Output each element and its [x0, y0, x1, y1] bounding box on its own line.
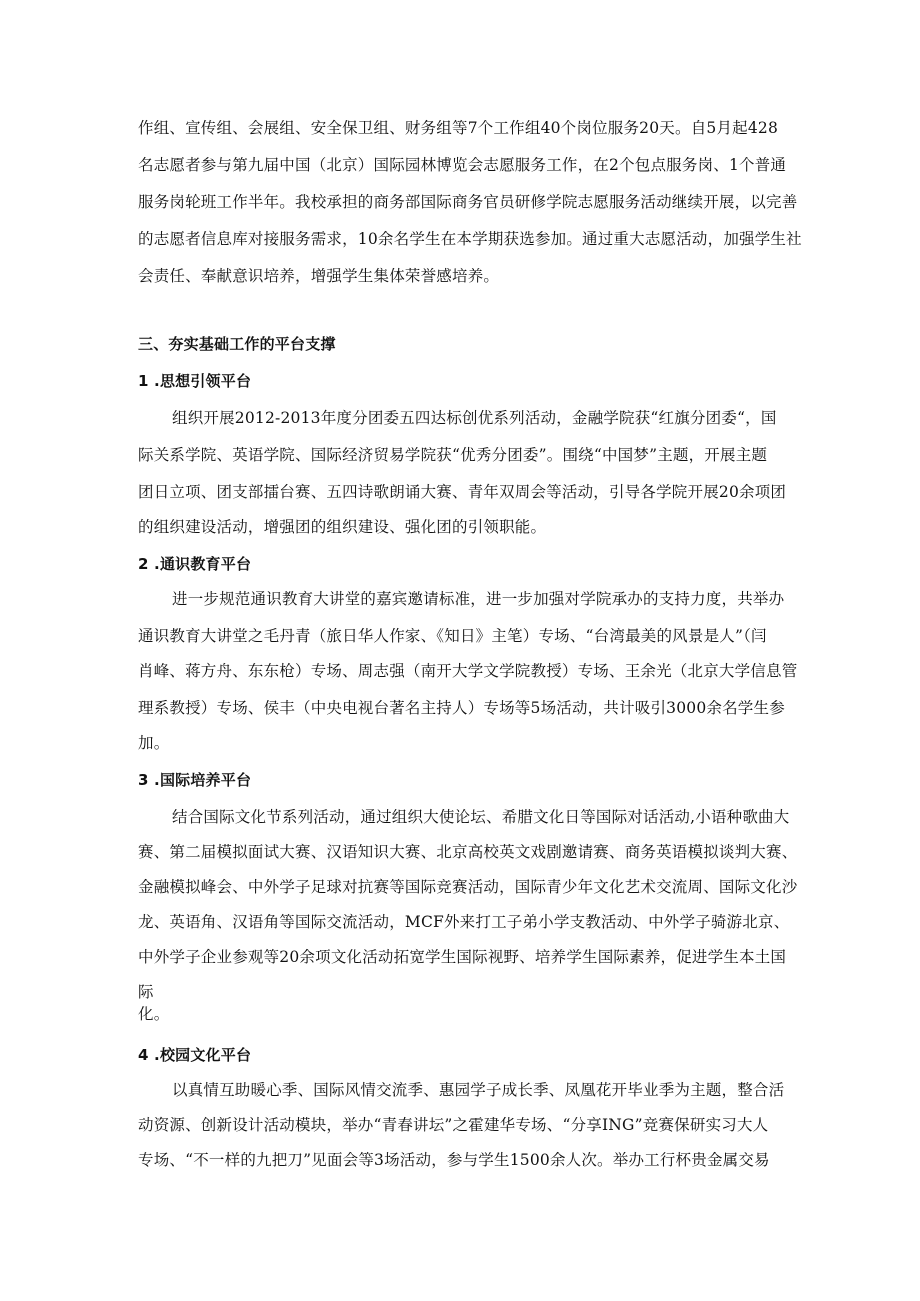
subsection-heading-3: 3 .国际培养平台: [138, 771, 252, 789]
paragraph-line: 赛、第二届模拟面试大赛、汉语知识大赛、北京高校英文戏剧邀请赛、商务英语模拟谈判大赛、: [138, 843, 798, 861]
paragraph-line: 以真情互助暖心季、国际风情交流季、惠园学子成长季、凤凰花开毕业季为主题，整合活: [172, 1081, 785, 1099]
paragraph-line: 组织开展2012-2013年度分团委五四达标创优系列活动，金融学院获“红旗分团委“，国: [172, 409, 777, 427]
subsection-heading-2: 2 .通识教育平台: [138, 555, 252, 573]
paragraph-line: 作组、宣传组、会展组、安全保卫组、财务组等7个工作组40个岗位服务20天。自5月起428: [138, 119, 779, 137]
paragraph-line: 理系教授）专场、侯丰（中央电视台著名主持人）专场等5场活动，共计吸引3000余名学生参: [138, 699, 785, 717]
paragraph-line: 肖峰、蒋方舟、东东枪）专场、周志强（南开大学文学院教授）专场、王余光（北京大学信息管: [138, 662, 798, 680]
paragraph-line: 金融模拟峰会、中外学子足球对抗赛等国际竞赛活动，国际青少年文化艺术交流周、国际文化沙: [138, 878, 798, 896]
paragraph-line: 际关系学院、英语学院、国际经济贸易学院获“优秀分团委”。围绕“中国梦”主题，开展主题: [138, 446, 768, 464]
paragraph-line: 际: [138, 983, 154, 1001]
paragraph-line: 进一步规范通识教育大讲堂的嘉宾邀请标准，进一步加强对学院承办的支持力度，共举办: [172, 590, 785, 608]
paragraph-line: 中外学子企业参观等20余项文化活动拓宽学生国际视野、培养学生国际素养，促进学生本土国: [138, 948, 787, 966]
section-heading: 三、夯实基础工作的平台支撑: [138, 335, 336, 353]
paragraph-line: 龙、英语角、汉语角等国际交流活动，MCF外来打工子弟小学支教活动、中外学子骑游北京、: [138, 913, 790, 931]
paragraph-line: 动资源、创新设计活动模块，举办“青春讲坛”之霍建华专场、“分享ING”竞赛保研实习大人: [138, 1116, 769, 1134]
paragraph-line: 名志愿者参与第九届中国（北京）国际园林博览会志愿服务工作，在2个包点服务岗、1个普通: [138, 156, 787, 174]
paragraph-line: 的志愿者信息库对接服务需求，10余名学生在本学期获选参加。通过重大志愿活动，加强学生社: [138, 230, 802, 248]
paragraph-line: 会责任、奉献意识培养，增强学生集体荣誉感培养。: [138, 267, 500, 285]
paragraph-line: 的组织建设活动，增强团的组织建设、强化团的引领职能。: [138, 518, 547, 536]
paragraph-line: 化。: [138, 1005, 170, 1023]
paragraph-line: 服务岗轮班工作半年。我校承担的商务部国际商务官员研修学院志愿服务活动继续开展，以完善: [138, 193, 798, 211]
paragraph-line: 加。: [138, 734, 170, 752]
subsection-heading-1: 1 .思想引领平台: [138, 372, 252, 390]
paragraph-line: 专场、“不一样的九把刀”见面会等3场活动，参与学生1500余人次。举办工行杯贵金属交易: [138, 1151, 770, 1169]
paragraph-line: 通识教育大讲堂之毛丹青（旅日华人作家、《知日》主笔）专场、“台湾最美的风景是人”（闫: [138, 627, 767, 645]
paragraph-line: 团日立项、团支部擂台赛、五四诗歌朗诵大赛、青年双周会等活动，引导各学院开展20余项团: [138, 483, 787, 501]
subsection-heading-4: 4 .校园文化平台: [138, 1046, 252, 1064]
paragraph-line: 结合国际文化节系列活动，通过组织大使论坛、希腊文化日等国际对话活动,小语种歌曲大: [172, 808, 790, 826]
